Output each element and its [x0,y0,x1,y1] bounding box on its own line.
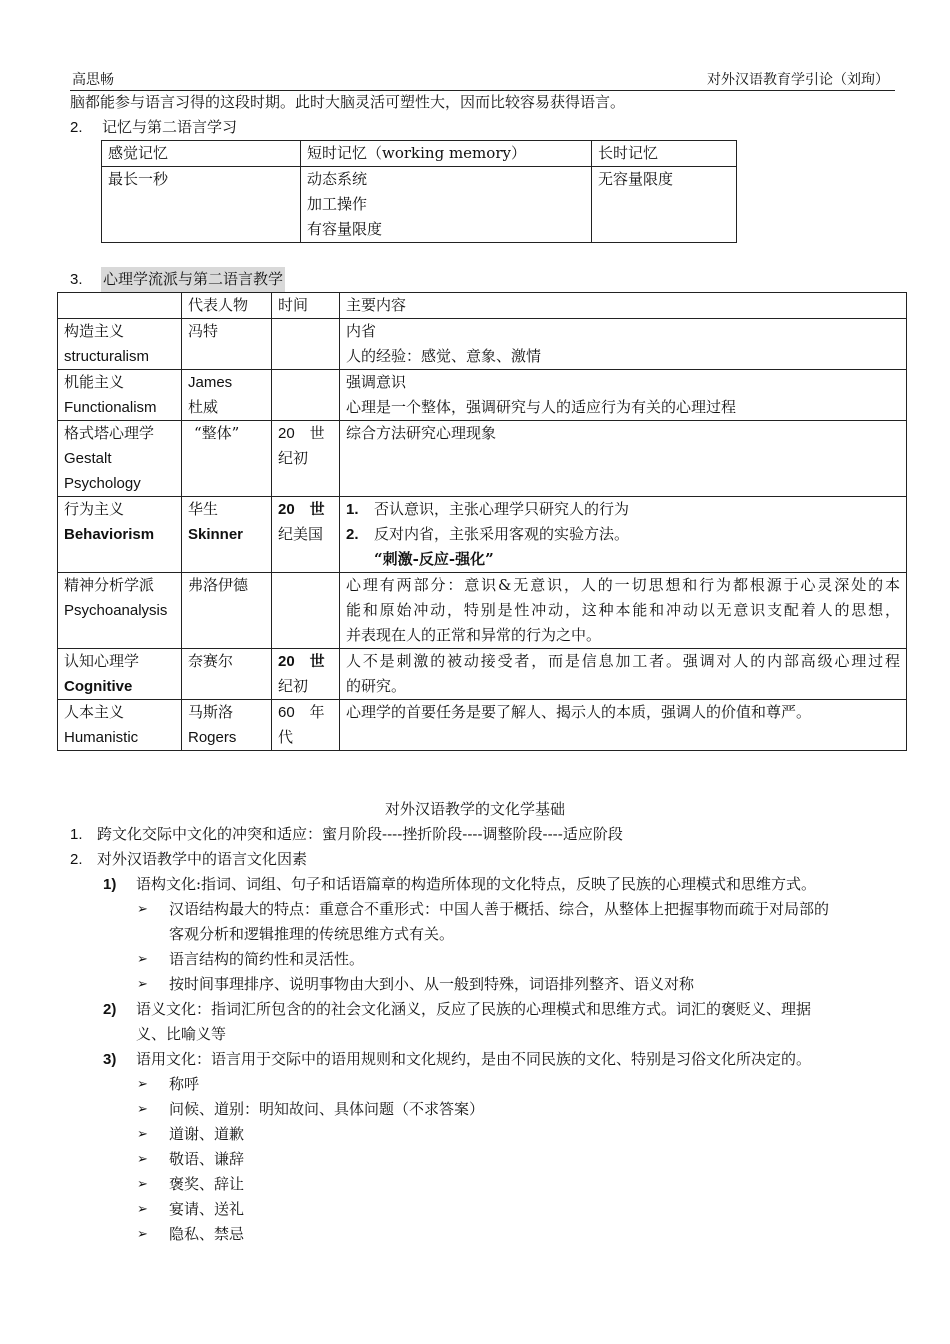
cell-line: 强调意识 [346,373,407,391]
school-name [58,700,182,751]
culture-item2-number: 2. [70,851,83,868]
cell-line: 加工操作 [307,195,368,213]
sub3-text: 语用文化：语言用于交际中的语用规则和文化规约，是由不同民族的文化、特别是习俗文化所决定的。 [136,1050,812,1068]
cell-line: Cognitive [64,678,133,695]
bullet-line: 道谢、道歉 [169,1125,245,1143]
arrowhead-bullet-icon: ➢ [137,1102,148,1117]
arrowhead-bullet-icon: ➢ [137,977,148,992]
cell-line: 的研究。 [346,677,407,695]
cell-line: 20 世 [278,653,325,670]
school-name [58,319,182,370]
school-content [340,421,907,497]
culture-item1-text: 跨文化交际中文化的冲突和适应：蜜月阶段----挫折阶段----调整阶段----适应阶段 [97,825,623,843]
cell-line: 纪美国 [278,525,324,543]
cell-line: 马斯洛 [188,703,234,721]
arrowhead-bullet-icon: ➢ [137,1152,148,1167]
sub1-number: 1) [103,876,117,893]
header-blank [58,293,182,319]
intro-line: 脑都能参与语言习得的这段时期。此时大脑灵活可塑性大，因而比较容易获得语言。 [70,93,626,111]
bullet-line: 敬语、谦辞 [169,1150,245,1168]
numbered-line [346,522,900,547]
bullet-line: 宴请、送礼 [169,1200,245,1218]
school-time [272,649,340,700]
arrowhead-bullet-icon: ➢ [137,902,148,917]
cell-line: 机能主义 [64,373,125,391]
culture-item2-text: 对外汉语教学中的语言文化因素 [97,850,308,868]
cell-line: James [188,374,233,391]
school-time [272,421,340,497]
cell-line: 人的经验：感觉、意象、激情 [346,347,542,365]
culture-title: 对外汉语教学的文化学基础 [384,800,565,818]
school-name [58,497,182,573]
cell-line: 心理学的首要任务是要了解人、揭示人的本质，强调人的价值和尊严。 [346,703,812,721]
page-header [70,70,895,91]
school-content [340,319,907,370]
cell-line: Skinner [188,526,244,543]
cell-line: 60 年 [278,704,325,721]
cell-line: 20 世 [278,501,325,518]
section2-title: 记忆与第二语言学习 [102,118,238,136]
cell-line: 代 [278,728,294,746]
memory-table [101,140,737,243]
cell-line: 华生 [188,500,219,518]
cell-line: 人本主义 [64,703,125,721]
cell-line: Behaviorism [64,526,155,543]
table-row [58,649,907,700]
table-row [102,141,737,167]
header-time: 时间 [272,293,340,319]
school-people [182,421,272,497]
school-time [272,700,340,751]
school-time [272,573,340,649]
school-people [182,497,272,573]
section3-number: 3. [70,271,83,288]
school-people [182,370,272,421]
sub3-number: 3) [103,1051,117,1068]
sub2-text: 语义文化：指词汇所包含的的社会文化涵义，反应了民族的心理模式和思维方式。词汇的褒贬义、理据 [136,1000,812,1018]
school-time [272,370,340,421]
school-content [340,700,907,751]
school-content [340,573,907,649]
table-row [58,319,907,370]
cell-line: 心理有两部分：意识&无意识，人的一切思想和行为都根源于心灵深处的本 [346,576,900,594]
numbered-line [346,497,900,522]
cell-line: 杜威 [188,398,219,416]
cell-line: structuralism [64,348,150,365]
cell-line: Psychology [64,475,141,492]
list-number: 2. [346,526,359,543]
cell-line: 格式塔心理学 [64,424,155,442]
header-book-title: 对外汉语教育学引论（刘珣） [707,72,889,88]
list-text: 反对内省，主张采用客观的实验方法。 [374,525,630,543]
school-name [58,573,182,649]
table-row [58,700,907,751]
psychology-schools-table [57,292,907,751]
school-content [340,497,907,573]
section2-number: 2. [70,119,83,136]
bullet-line: 称呼 [169,1075,200,1093]
memory-header-sensory: 感觉记忆 [102,141,301,167]
school-people [182,573,272,649]
bullet-line: 汉语结构最大的特点：重意合不重形式：中国人善于概括、综合，从整体上把握事物而疏于对局部的 [169,900,830,918]
cell-line: 最长一秒 [108,170,169,188]
list-text: 否认意识，主张心理学只研究人的行为 [374,500,630,518]
cell-line: Humanistic [64,729,139,746]
school-content [340,649,907,700]
arrowhead-bullet-icon: ➢ [137,1202,148,1217]
school-people [182,319,272,370]
cell-line: 综合方法研究心理现象 [346,424,497,442]
header-content: 主要内容 [340,293,907,319]
header-author: 高思畅 [72,72,114,88]
section3-title: 心理学流派与第二语言教学 [101,267,285,292]
arrowhead-bullet-icon: ➢ [137,1127,148,1142]
cell-line: 能和原始冲动，特别是性冲动，这种本能和冲动以无意识支配着人的思想， [346,601,900,619]
cell-line: 精神分析学派 [64,576,155,594]
sub1-text: 语构文化:指词、词组、句子和话语篇章的构造所体现的文化特点，反映了民族的心理模式和思维方式。 [136,875,817,893]
cell-line: 奈赛尔 [188,652,234,670]
school-name [58,370,182,421]
cell-line: 有容量限度 [307,220,383,238]
arrowhead-bullet-icon: ➢ [137,1077,148,1092]
school-name [58,421,182,497]
cell-line: “刺激-反应-强化” [374,550,494,568]
memory-header-short-text: 短时记忆（working memory） [307,144,526,162]
bullet-line: 语言结构的简约性和灵活性。 [169,950,365,968]
table-row [102,167,737,243]
cell-line: Gestalt [64,450,112,467]
school-time [272,497,340,573]
culture-item1-number: 1. [70,826,83,843]
table-row [58,497,907,573]
cell-line: 内省 [346,322,377,340]
school-name [58,649,182,700]
cell-line: 冯特 [188,322,219,340]
bullet-line: 隐私、禁忌 [169,1225,245,1243]
cell-line: Rogers [188,729,237,746]
arrowhead-bullet-icon: ➢ [137,1227,148,1242]
cell-line: 人不是刺激的被动接受者，而是信息加工者。强调对人的内部高级心理过程 [346,652,900,670]
list-number: 1. [346,501,359,518]
header-people: 代表人物 [182,293,272,319]
arrowhead-bullet-icon: ➢ [137,952,148,967]
bullet-line: 按时间事理排序、说明事物由大到小、从一般到特殊，词语排列整齐、语义对称 [169,975,695,993]
cell-line: 动态系统 [307,170,368,188]
cell-line: 认知心理学 [64,652,140,670]
school-time [272,319,340,370]
cell-line: 无容量限度 [598,170,674,188]
cell-line: 20 世 [278,425,325,442]
bullet-line: 客观分析和逻辑推理的传统思维方式有关。 [169,925,455,943]
cell-line: Functionalism [64,399,157,416]
cell-line: “整体” [194,424,240,442]
memory-header-short [301,141,592,167]
school-people [182,700,272,751]
cell-line: 构造主义 [64,322,125,340]
cell-line: Psychoanalysis [64,602,168,619]
memory-cell-long [592,167,737,243]
cell-line: 行为主义 [64,500,125,518]
cell-line: 心理是一个整体，强调研究与人的适应行为有关的心理过程 [346,398,737,416]
cell-line: 并表现在人的正常和异常的行为之中。 [346,626,602,644]
sub2-number: 2) [103,1001,117,1018]
cell-line: 弗洛伊德 [188,576,249,594]
arrowhead-bullet-icon: ➢ [137,1177,148,1192]
cell-line: 纪初 [278,677,309,695]
table-row [58,421,907,497]
memory-header-long: 长时记忆 [592,141,737,167]
sub2-text-cont: 义、比喻义等 [136,1025,227,1043]
school-content [340,370,907,421]
memory-cell-short [301,167,592,243]
school-people [182,649,272,700]
table-row [58,293,907,319]
table-row [58,370,907,421]
bullet-line: 问候、道别：明知故问、具体问题（不求答案） [169,1100,485,1118]
cell-line: 纪初 [278,449,309,467]
bullet-line: 褒奖、辞让 [169,1175,245,1193]
memory-cell-sensory [102,167,301,243]
table-row [58,573,907,649]
